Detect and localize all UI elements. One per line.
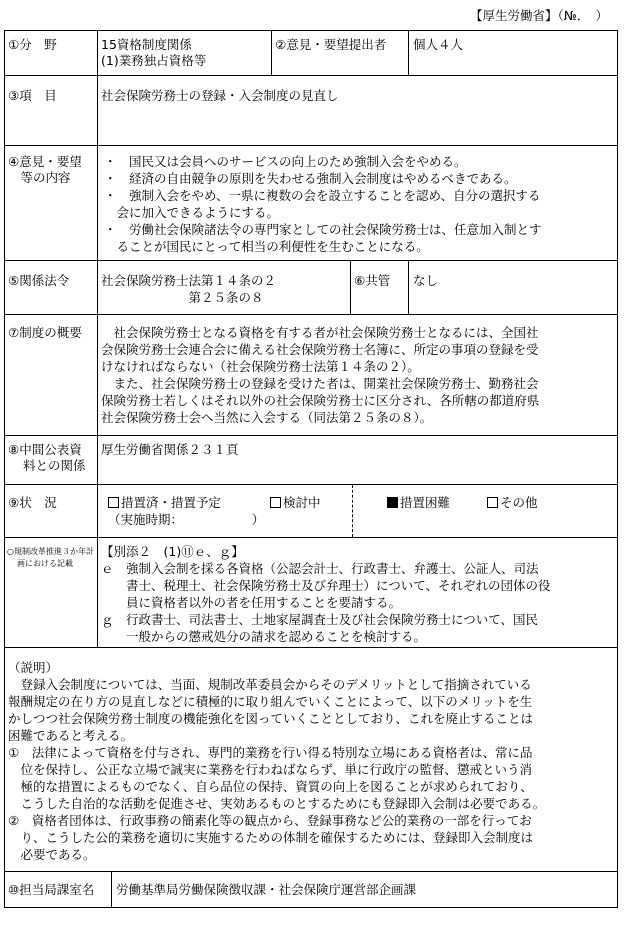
explanation-line: 登録入会制度については、当面、規制改革委員会からそのデメリットとして指摘されている [8, 677, 532, 692]
item-label-cell [4, 75, 98, 146]
field-label: ①分 野 [8, 37, 57, 52]
request-line: ・ 経済の自由競争の原則を失わせる強制入会制度はやめるべきである。 [104, 171, 517, 186]
status-value-cell [97, 484, 618, 538]
overview-line: また、社会保険労務士の登録を受けた者は、開業社会保険労務士、勤務社会 [101, 376, 539, 391]
overview-line: 社会保険労務士となる資格を有する者が社会保険労務士となるには、全国社 [101, 325, 539, 340]
status-label: ⑨状 況 [8, 495, 57, 510]
overview-line: けなければならない（社会保険労務士法第１４条の２）。 [101, 359, 420, 374]
law-value-line-2: 第２５条の８ [101, 290, 264, 305]
field-value-line-1: 15資格制度関係 [101, 37, 192, 52]
request-line: ・ 国民又は会員へのサービスの向上のため強制入会をやめる。 [104, 154, 467, 169]
status-option-other[interactable]: その他 [487, 495, 538, 511]
item-label: ③項 目 [8, 88, 57, 103]
reform-line: ｇ 行政書士、司法書士、土地家屋調査士及び社会保険労務士について、国民 [101, 612, 539, 627]
overview-label-cell [4, 314, 98, 436]
explanation-line: （説明） [8, 660, 59, 675]
item-value: 社会保険労務士の登録・入会制度の見直し [101, 88, 339, 103]
request-label-line-1: ④意見・要望 [8, 154, 82, 169]
jurisdiction-label: ⑥共管 [354, 273, 391, 288]
status-option-implemented[interactable]: 措置済・措置予定 [108, 495, 221, 511]
interim-label-cell [4, 435, 98, 485]
checkbox-difficult-checked-icon [387, 497, 398, 508]
jurisdiction-value-cell [408, 260, 618, 315]
overview-label: ⑦制度の概要 [8, 325, 82, 340]
reform-line: 書士、税理士、社会保険労務士及び弁理士）について、それぞれの団体の役 [101, 578, 551, 593]
explanation-line: 位を保持し、公正な立場で誠実に業務を行わねばならず、単に行政庁の監督、懲戒という消 [8, 762, 533, 777]
explanation-line: 報酬規定の在り方の見直しなどに積極的に取り組んでいくことによって、以下のメリットを生 [8, 694, 533, 709]
submitter-label-cell [271, 30, 409, 76]
reform-line: 員に資格者以外の者を任用することを要請する。 [101, 595, 402, 610]
request-line: 会に加入できるようにする。 [104, 205, 280, 220]
explanation-line: こうした自治的な活動を促進させ、実効あるものとするためにも登録即入会制は必要である。 [8, 796, 546, 811]
request-line: ・ 労働社会保険諸法令の専門家としての社会保険労務士は、任意加入制とす [104, 222, 542, 237]
overview-line: 社会保険労務士会へ当然に入会する（同法第２５条の８）。 [101, 410, 433, 425]
checkbox-reviewing-icon [270, 497, 281, 508]
explanation-line: 極的な措置によるものでなく、自ら品位の保持、資質の向上を図ることが求められており、 [8, 779, 533, 794]
reform-label-cell [4, 537, 98, 648]
reform-label-line-2: 画における記載 [17, 559, 73, 568]
ministry-header: 【厚生労働省】（№． ） [470, 8, 609, 23]
explanation-line: り、こうした公的業務を適切に実施するための体制を確保するためには、登録即入会制度は [8, 830, 534, 845]
status-option-reviewing[interactable]: 検討中 [270, 495, 321, 511]
request-label-line-2: 等の内容 [8, 170, 71, 185]
explanation-cell [4, 648, 618, 872]
law-label: ⑤関係法令 [8, 273, 70, 288]
overview-content-cell [97, 314, 618, 436]
interim-value-cell [97, 435, 618, 485]
law-label-cell [4, 260, 98, 315]
office-value-cell [111, 871, 618, 908]
law-value-cell [97, 260, 351, 315]
jurisdiction-value: なし [413, 273, 439, 288]
status-label-cell [4, 484, 98, 538]
status-period: （実施時期： ） [108, 512, 265, 527]
office-label-cell [4, 871, 112, 908]
overview-line: 会保険労務士会連合会に備える社会保険労務士名簿に、所定の事項の登録を受 [101, 342, 539, 357]
explanation-line: ① 法律によって資格を付与され、専門的業務を行い得る特別な立場にある資格者は、常に品 [8, 745, 533, 760]
field-label-cell [4, 30, 98, 76]
reform-label-line-1: ○規制改革推進３か年計 [7, 547, 94, 556]
reform-line: 一般からの懲戒処分の請求を認めることを検討する。 [101, 629, 427, 644]
explanation-line: 困難であると考える。 [8, 728, 134, 743]
request-content-cell [97, 145, 618, 261]
office-label: ⑩担当局課室名 [8, 882, 95, 897]
explanation-line: かしつつ社会保険労務士制度の機能強化を図っていくこととしており、これを廃止することは [8, 711, 534, 726]
interim-label-line-1: ⑧中間公表資 [8, 442, 82, 457]
status-divider [352, 485, 353, 537]
status-option-difficult[interactable]: 措置困難 [387, 495, 450, 511]
interim-label-line-2: 料との関係 [23, 458, 86, 473]
reform-line: 【別添２ (1)⑪ｅ、ｇ】 [101, 544, 244, 559]
field-value-line-2: (1)業務独占資格等 [101, 53, 207, 68]
explanation-line: ② 資格者団体は、行政事務の簡素化等の観点から、登録事務など公的業務の一部を行ってお [8, 813, 532, 828]
checkbox-other-icon [487, 497, 498, 508]
overview-line: 保険労務士若しくはそれ以外の社会保険労務士に区分され、各所轄の都道府県 [101, 393, 540, 408]
reform-content-cell [97, 537, 618, 648]
request-label-cell [4, 145, 98, 261]
request-line: ・ 強制入会をやめ、一県に複数の会を設立することを認め、自分の選択する [104, 188, 541, 203]
interim-value: 厚生労働省関係２３１頁 [101, 442, 239, 457]
submitter-label: ②意見・要望提出者 [275, 37, 387, 52]
request-line: ることが国民にとって相当の利便性を生むことになる。 [104, 239, 429, 254]
jurisdiction-label-cell [350, 260, 409, 315]
field-value-cell [97, 30, 272, 76]
explanation-line: 必要である。 [8, 847, 96, 862]
checkbox-implemented-icon [108, 497, 119, 508]
reform-line: ｅ 強制入会制を採る各資格（公認会計士、行政書士、弁護士、公証人、司法 [101, 561, 539, 576]
submitter-value-cell [408, 30, 618, 76]
item-value-cell [97, 75, 618, 146]
submitter-value: 個人４人 [413, 37, 464, 52]
office-value: 労働基準局労働保険徴収課・社会保険庁運営部企画課 [116, 882, 417, 897]
law-value-line-1: 社会保険労務士法第１４条の２ [101, 273, 277, 288]
